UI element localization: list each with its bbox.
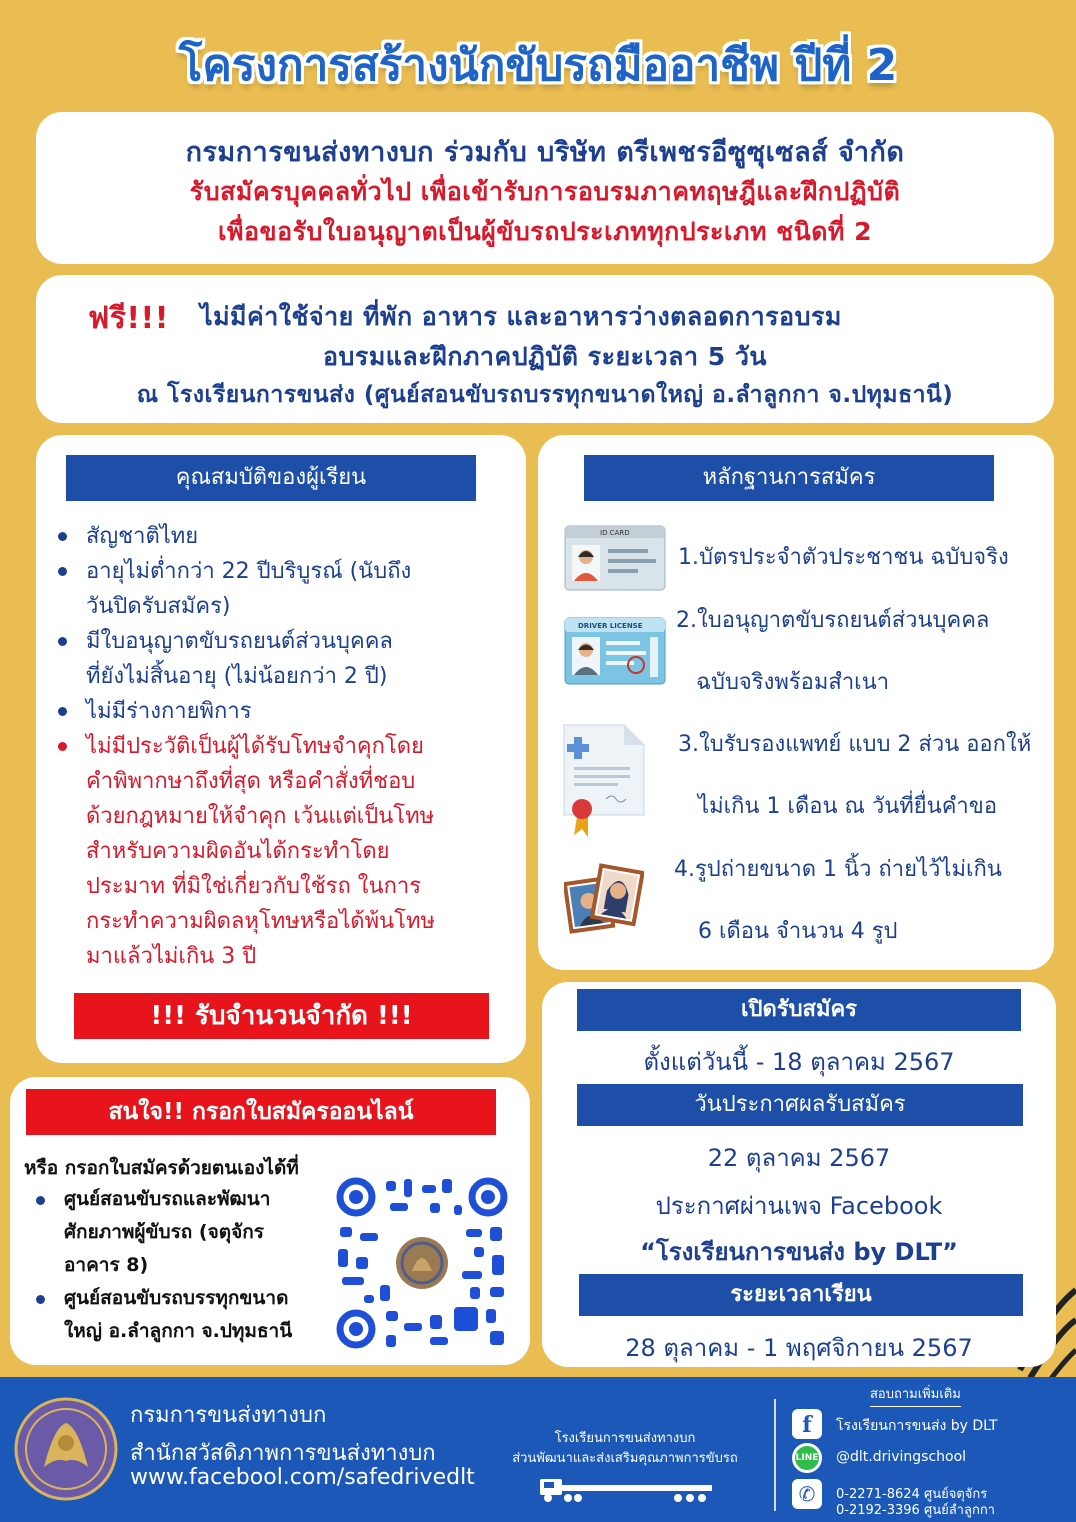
footer-org-1: กรมการขนส่งทางบก	[130, 1403, 327, 1428]
doc-3-label-2: ไม่เกิน 1 เดือน ณ วันที่ยื่นคำขอ	[698, 794, 998, 819]
apply-online-banner[interactable]: สนใจ!! กรอกใบสมัครออนไลน์	[26, 1089, 496, 1135]
phone-lamlukka[interactable]: 0-2192-3396 ศูนย์ลำลูกกา	[836, 1503, 995, 1518]
list-item: ศูนย์สอนขับรถบรรทุกขนาด ใหญ่ อ.ลำลูกกา จ.ปทุมธานี	[36, 1282, 336, 1348]
list-item: มีใบอนุญาตขับรถยนต์ส่วนบุคคล ที่ยังไม่สิ้นอายุ (ไม่น้อยกว่า 2 ปี)	[58, 624, 508, 694]
free-card	[36, 275, 1054, 423]
qualifications-card	[36, 435, 526, 1063]
facebook-page[interactable]: โรงเรียนการขนส่ง by DLT	[836, 1418, 998, 1434]
qr-code[interactable]	[334, 1175, 510, 1351]
list-item: ศูนย์สอนขับรถและพัฒนา ศักยภาพผู้ขับรถ (จตุจักร อาคาร 8)	[36, 1183, 336, 1282]
announce-page: “โรงเรียนการขนส่ง by DLT”	[640, 1238, 958, 1266]
free-line-1: ไม่มีค่าใช้จ่าย ที่พัก อาหาร และอาหารว่างตลอดการอบรม	[200, 302, 842, 331]
footer-school-2: ส่วนพัฒนาและส่งเสริมคุณภาพการขับรถ	[512, 1451, 738, 1466]
apply-places-list	[36, 1183, 336, 1348]
id-card-icon	[564, 525, 666, 591]
documents-header: หลักฐานการสมัคร	[584, 455, 994, 501]
announce-header: วันประกาศผลรับสมัคร	[577, 1084, 1023, 1126]
list-item: อายุไม่ต่ำกว่า 22 ปีบริบูรณ์ (นับถึง วันปิดรับสมัคร)	[58, 554, 508, 624]
qualifications-header: คุณสมบัติของผู้เรียน	[66, 455, 476, 501]
line-id[interactable]: @dlt.drivingschool	[836, 1449, 967, 1465]
schedule-card	[542, 982, 1056, 1367]
svg-text:ID CARD: ID CARD	[600, 529, 630, 537]
facebook-icon[interactable]: f	[792, 1409, 822, 1439]
free-line-2: อบรมและฝึกภาคปฏิบัติ ระยะเวลา 5 วัน	[323, 342, 767, 371]
intro-line-3: เพื่อขอรับใบอนุญาตเป็นผู้ขับรถประเภททุกประเภท ชนิดที่ 2	[217, 217, 873, 246]
free-badge: ฟรี!!!	[88, 301, 169, 336]
announce-via: ประกาศผ่านเพจ Facebook	[655, 1192, 943, 1220]
footer-url[interactable]: www.facebool.com/safedrivedlt	[130, 1465, 475, 1490]
doc-1-label: 1.บัตรประจำตัวประชาชน ฉบับจริง	[678, 545, 1009, 570]
doc-2-label-1: 2.ใบอนุญาตขับรถยนต์ส่วนบุคคล	[676, 608, 990, 633]
intro-line-1: กรมการขนส่งทางบก ร่วมกับ บริษัท ตรีเพชรอีซูซุเซลส์ จำกัด	[185, 137, 905, 168]
doc-3-label-1: 3.ใบรับรองแพทย์ แบบ 2 ส่วน ออกให้	[678, 732, 1032, 757]
svg-text:DRIVER LICENSE: DRIVER LICENSE	[578, 622, 643, 630]
open-header: เปิดรับสมัคร	[577, 989, 1021, 1031]
dlt-emblem-icon	[14, 1397, 118, 1501]
doc-2-label-2: ฉบับจริงพร้อมสำเนา	[696, 670, 890, 695]
line-icon[interactable]: LINE	[792, 1443, 822, 1473]
intro-line-2: รับสมัครบุคคลทั่วไป เพื่อเข้ารับการอบรมภาคทฤษฎีและฝึกปฏิบัติ	[189, 177, 901, 206]
documents-card	[538, 435, 1054, 970]
contact-title: สอบถามเพิ่มเติม	[870, 1383, 961, 1407]
open-value: ตั้งแต่วันนี้ - 18 ตุลาคม 2567	[643, 1048, 955, 1076]
free-line-3: ณ โรงเรียนการขนส่ง (ศูนย์สอนขับรถบรรทุกขนาดใหญ่ อ.ลำลูกกา จ.ปทุมธานี)	[136, 382, 954, 408]
study-header: ระยะเวลาเรียน	[579, 1274, 1023, 1316]
truck-icon	[538, 1471, 718, 1503]
driver-license-icon	[564, 617, 666, 685]
photos-icon	[564, 863, 644, 935]
apply-manual-text: หรือ กรอกใบสมัครด้วยตนเองได้ที่	[24, 1157, 299, 1179]
doc-4-label-1: 4.รูปถ่ายขนาด 1 นิ้ว ถ่ายไว้ไม่เกิน	[674, 857, 1002, 882]
announce-date: 22 ตุลาคม 2567	[707, 1144, 891, 1172]
footer-divider	[774, 1399, 776, 1511]
page-title: โครงการสร้างนักขับรถมืออาชีพ ปีที่ 2	[178, 40, 898, 91]
medical-certificate-icon	[562, 723, 646, 841]
phone-icon[interactable]: ✆	[792, 1479, 822, 1509]
list-item: ไม่มีร่างกายพิการ	[58, 694, 508, 729]
study-value: 28 ตุลาคม - 1 พฤศจิกายน 2567	[625, 1334, 973, 1362]
limited-banner: !!! รับจำนวนจำกัด !!!	[74, 993, 489, 1039]
intro-card	[36, 112, 1054, 264]
footer-org-2: สำนักสวัสดิภาพการขนส่งทางบก	[130, 1441, 436, 1466]
list-item-criminal-record: ไม่มีประวัติเป็นผู้ได้รับโทษจำคุกโดย คำพิพากษาถึงที่สุด หรือคำสั่งที่ชอบ ด้วยกฎหมายให้จำคุก เว้นแต่เป็นโทษ สำหรับความผิดอันได้กระทำโดย ประมาท ที่มิใช่เกี่ยวกับใช้รถ ในการ กระทำความผิดลหุโทษหรือได้พ้นโทษ มาแล้วไม่เกิน 3 ปี	[58, 729, 508, 974]
list-item: สัญชาติไทย	[58, 519, 508, 554]
footer-school-1: โรงเรียนการขนส่งทางบก	[554, 1431, 696, 1446]
doc-4-label-2: 6 เดือน จำนวน 4 รูป	[698, 919, 898, 944]
phone-jatujak[interactable]: 0-2271-8624 ศูนย์จตุจักร	[836, 1487, 988, 1502]
footer	[0, 1377, 1076, 1522]
qualifications-list	[58, 519, 508, 974]
